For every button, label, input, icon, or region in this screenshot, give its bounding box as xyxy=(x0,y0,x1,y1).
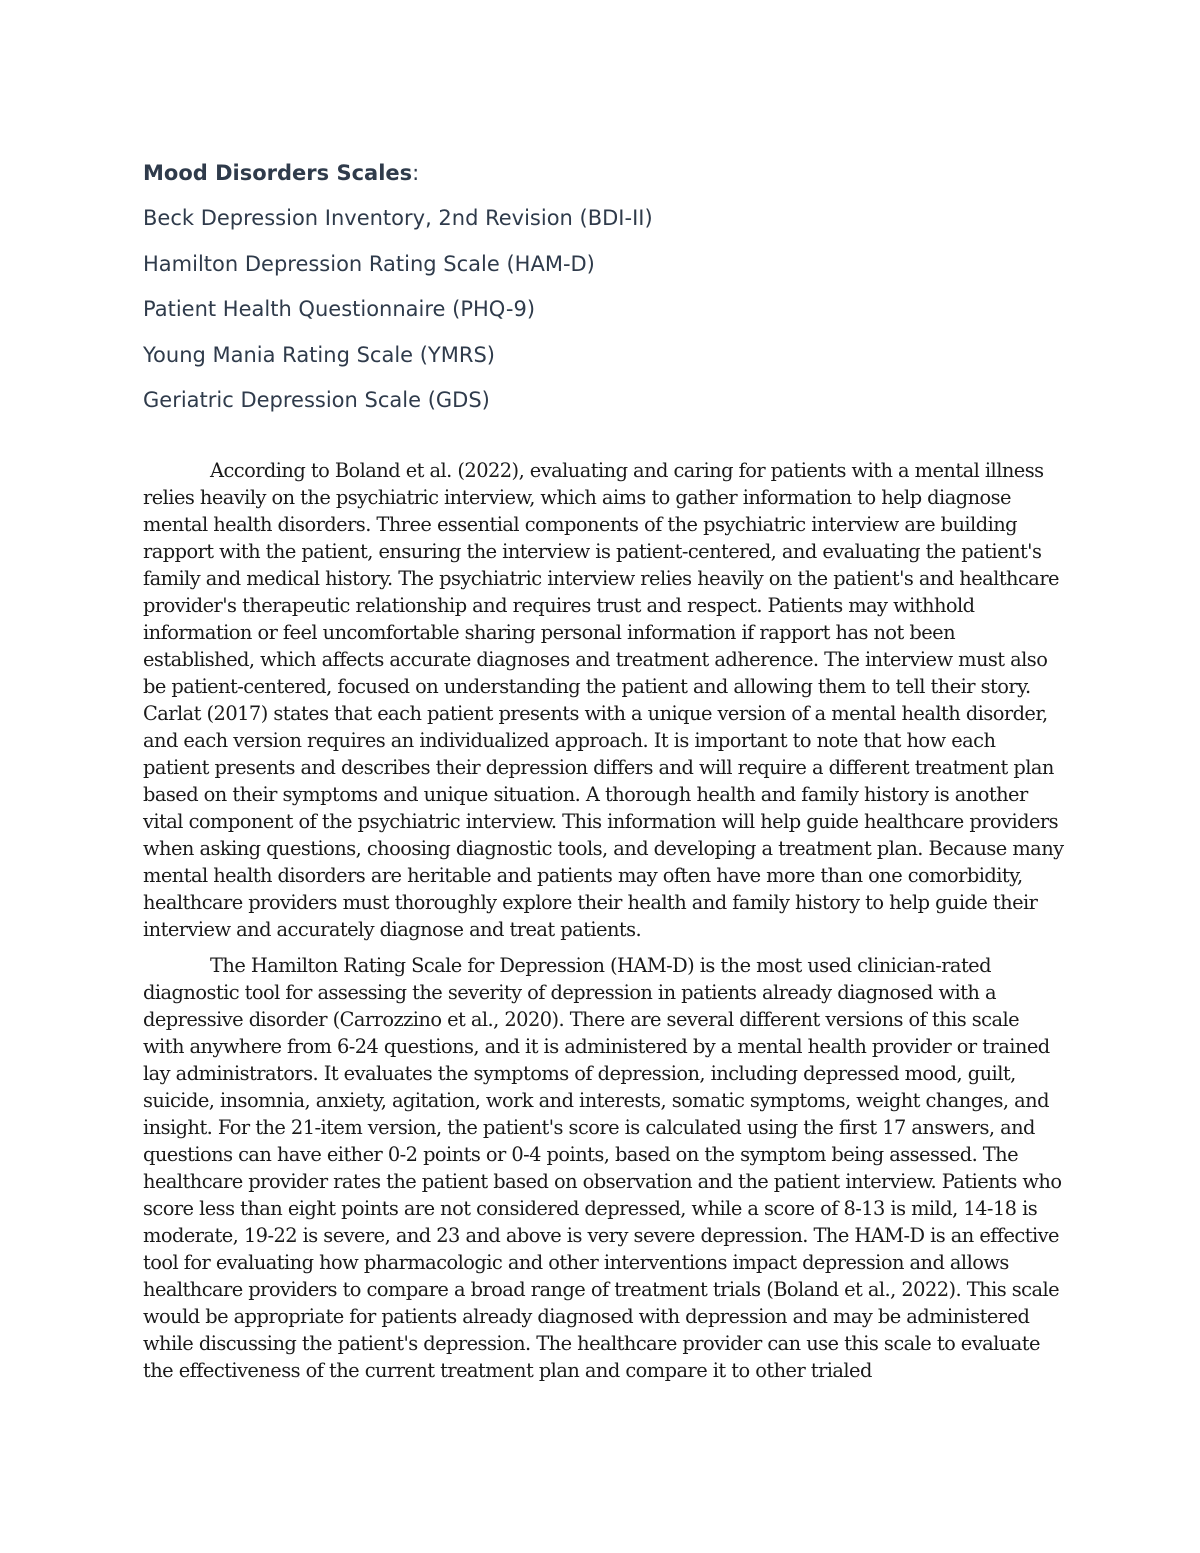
paragraph-psychiatric-interview: According to Boland et al. (2022), evaluating and caring for patients with a mental illness relies heavily on the psychiatric interview, which aims to gather information to help diagnose mental health disorders. Three essential components of the psychiatric interview are building rapport with the patient, ensuring the interview is patient-centered, and evaluating the patient's family and medical history. The psychiatric interview relies heavily on the patient's and healthcare provider's therapeutic relationship and requires trust and respect. Patients may withhold information or feel uncomfortable sharing personal information if rapport has not been established, which affects accurate diagnoses and treatment adherence. The interview must also be patient-centered, focused on understanding the patient and allowing them to tell their story. Carlat (2017) states that each patient presents with a unique version of a mental health disorder, and each version requires an individualized approach. It is important to note that how each patient presents and describes their depression differs and will require a different treatment plan based on their symptoms and unique situation. A thorough health and family history is another vital component of the psychiatric interview. This information will help guide healthcare providers when asking questions, choosing diagnostic tools, and developing a treatment plan. Because many mental health disorders are heritable and patients may often have more than one comorbidity, healthcare providers must thoroughly explore their health and family history to help guide their interview and accurately diagnose and treat patients. xyxy=(143,459,1064,941)
section-title-colon: : xyxy=(412,161,420,185)
scale-item-bdi: Beck Depression Inventory, 2nd Revision (BDI-II) xyxy=(143,206,653,230)
body-text xyxy=(143,457,1065,1393)
section-title-text: Mood Disorders Scales xyxy=(143,161,413,185)
scale-item-hamd: Hamilton Depression Rating Scale (HAM-D) xyxy=(143,251,595,276)
paragraph-hamd: The Hamilton Rating Scale for Depression (HAM-D) is the most used clinician-rated diagnostic tool for assessing the severity of depression in patients already diagnosed with a depressive disorder (Carrozzino et al., 2020). There are several different versions of this scale with anywhere from 6-24 questions, and it is administered by a mental health provider or trained lay administrators. It evaluates the symptoms of depression, including depressed mood, guilt, suicide, insomnia, anxiety, agitation, work and interests, somatic symptoms, weight changes, and insight. For the 21-item version, the patient's score is calculated using the first 17 answers, and questions can have either 0-2 points or 0-4 points, based on the symptom being assessed. The healthcare provider rates the patient based on observation and the patient interview. Patients who score less than eight points are not considered depressed, while a score of 8-13 is mild, 14-18 is moderate, 19-22 is severe, and 23 and above is very severe depression. The HAM-D is an effective tool for evaluating how pharmacologic and other interventions impact depression and allows healthcare providers to compare a broad range of treatment trials (Boland et al., 2022). This scale would be appropriate for patients already diagnosed with depression and may be administered while discussing the patient's depression. The healthcare provider can use this scale to evaluate the effectiveness of the current treatment plan and compare it to other trialed xyxy=(143,954,1062,1382)
scale-item-gds: Geriatric Depression Scale (GDS) xyxy=(143,388,490,412)
section-title xyxy=(143,154,1063,199)
scales-heading-block xyxy=(143,154,1063,427)
scale-item-phq9: Patient Health Questionnaire (PHQ-9) xyxy=(143,297,536,321)
scale-item-ymrs: Young Mania Rating Scale (YMRS) xyxy=(143,342,495,367)
